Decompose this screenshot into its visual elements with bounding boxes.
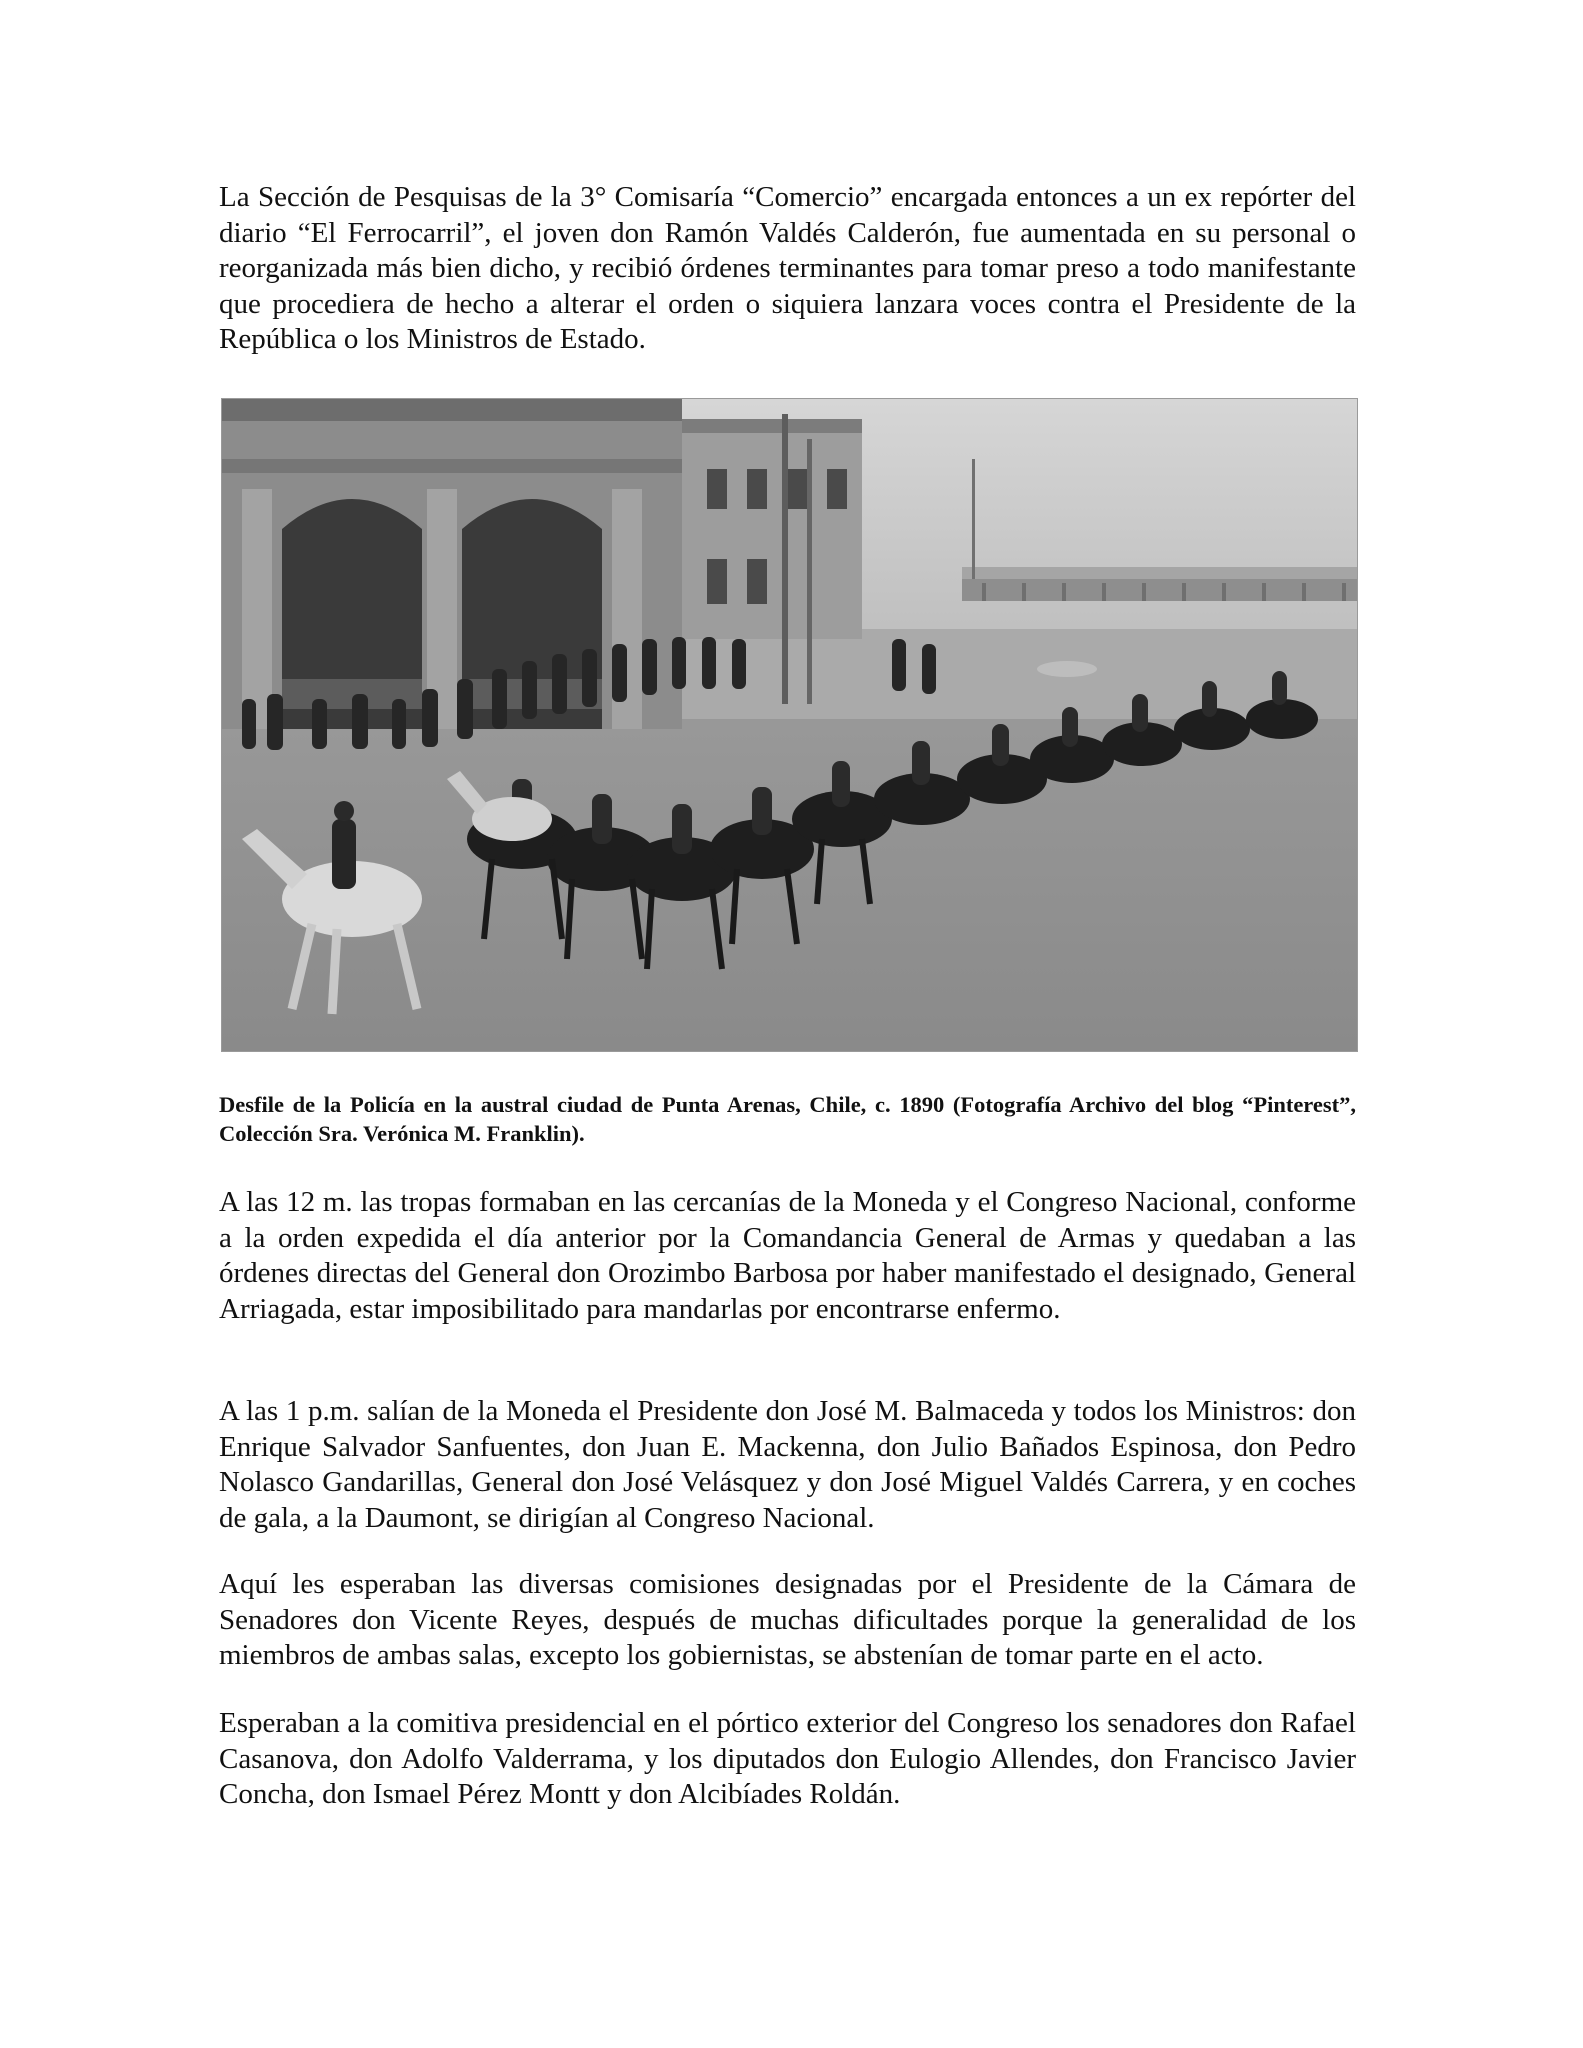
paragraph-portico-congreso: Esperaban a la comitiva presidencial en el pórtico exterior del Congreso los senadores don Rafael Casanova, don Adolfo Valderrama, y los diputados don Eulogio Allendes, don Francisco Javier Concha, don Ismael Pérez Montt y don Alcibíades Roldán.: [219, 1707, 1356, 1810]
paragraph-tropas: A las 12 m. las tropas formaban en las cercanías de la Moneda y el Congreso Nacional, conforme a la orden expedida el día anterior por la Comandancia General de Armas y quedaban a las órdenes directas del General don Orozimbo Barbosa por haber manifestado el designado, General Arriagada, estar imposibilitado para mandarlas por encontrarse enfermo.: [219, 1186, 1356, 1325]
paragraph-comitiva-moneda: A las 1 p.m. salían de la Moneda el Presidente don José M. Balmaceda y todos los Ministros: don Enrique Salvador Sanfuentes, don Juan E. Mackenna, don Julio Bañados Espinosa, don Pedro Nolasco Gandarillas, General don José Velásquez y don José Miguel Valdés Carrera, y en coches de gala, a la Daumont, se dirigían al Congreso Nacional.: [219, 1395, 1356, 1534]
paragraph-comisiones: Aquí les esperaban las diversas comisiones designadas por el Presidente de la Cámara de Senadores don Vicente Reyes, después de muchas dificultades porque la generalidad de los miembros de ambas salas, excepto los gobiernistas, se abstenían de tomar parte en el acto.: [219, 1568, 1356, 1671]
historical-photo-police-parade: [221, 398, 1358, 1052]
photo-caption: Desfile de la Policía en la austral ciudad de Punta Arenas, Chile, c. 1890 (Fotografía Archivo del blog “Pinterest”, Colección Sra. Verónica M. Franklin).: [219, 1092, 1356, 1146]
paragraph-pesquisas: La Sección de Pesquisas de la 3° Comisaría “Comercio” encargada entonces a un ex repórter del diario “El Ferrocarril”, el joven don Ramón Valdés Calderón, fue aumentada en su personal o reorganizada más bien dicho, y recibió órdenes terminantes para tomar preso a todo manifestante que procediera de hecho a alterar el orden o siquiera lanzara voces contra el Presidente de la República o los Ministros de Estado.: [219, 181, 1356, 355]
